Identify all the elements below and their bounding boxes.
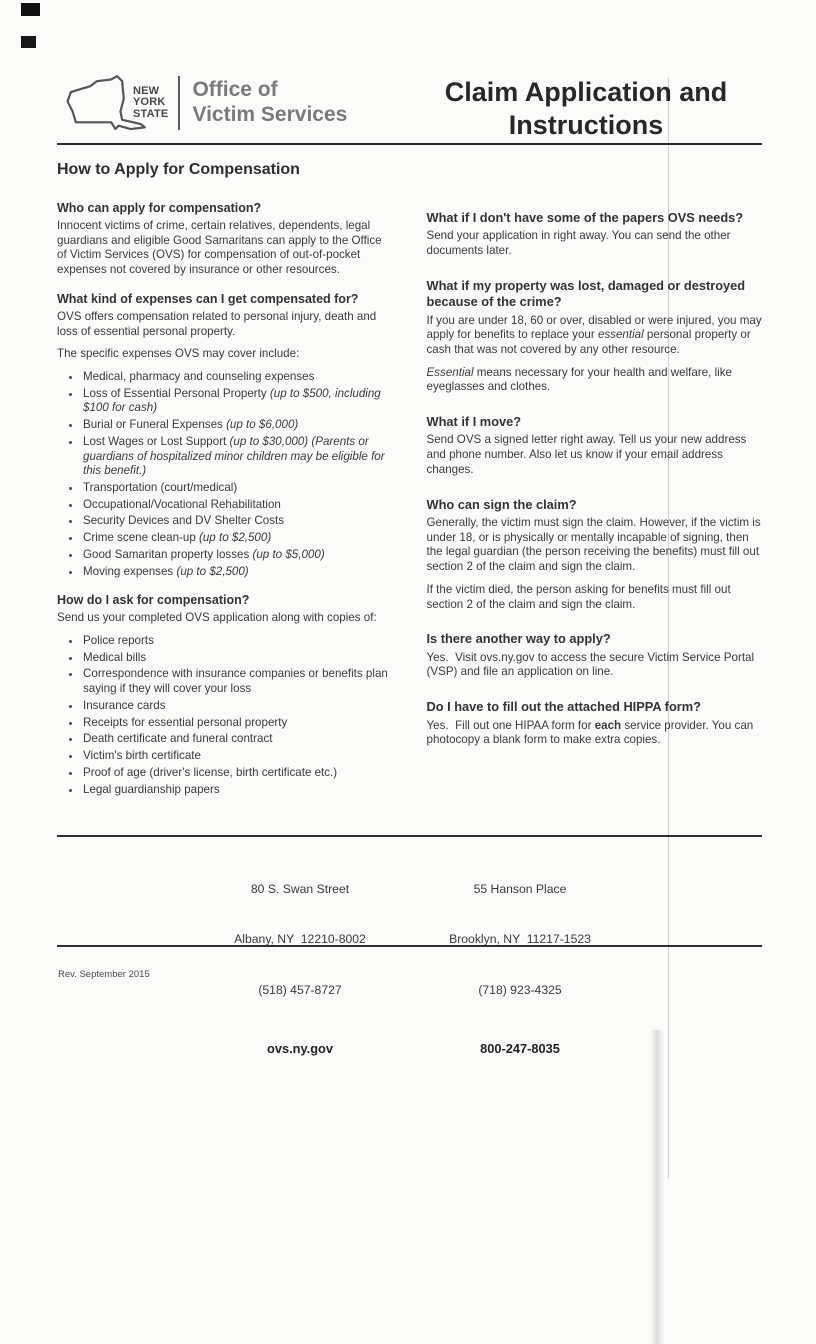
bullet-item xyxy=(81,498,393,513)
italic-text: (up to $30,000) (Parents or guardians of hospitalized minor children may be eligible for this benefit.) xyxy=(83,434,385,478)
text-run: Yes. Fill out one HIPAA form for xyxy=(426,718,595,732)
text-run: Good Samaritan property losses xyxy=(83,547,253,561)
document-title-line: Instructions xyxy=(508,110,664,141)
address-line: Brooklyn, NY 11217-1523 xyxy=(449,932,591,947)
section-heading: What kind of expenses can I get compensated for? xyxy=(57,291,359,306)
address-line: (718) 923-4325 xyxy=(478,982,562,997)
text-run: Death certificate and funeral contract xyxy=(83,732,273,746)
brooklyn-address xyxy=(380,847,660,1091)
logo-divider xyxy=(178,76,180,130)
bullet-item xyxy=(81,565,393,580)
text-run: Burial or Funeral Expenses xyxy=(83,418,227,432)
section-heading: What if I move? xyxy=(426,414,522,430)
bullet-item xyxy=(81,531,393,546)
text-run: service provider. You can photocopy a blank form to make extra copies. xyxy=(426,718,757,747)
text-run: Transportation (court/medical) xyxy=(83,481,238,494)
revision-note: Rev. September 2015 xyxy=(58,968,150,980)
text-run: Crime scene clean-up xyxy=(83,531,199,545)
paragraph xyxy=(427,229,763,258)
header-divider-rule xyxy=(57,143,762,145)
bullet-item xyxy=(81,651,393,666)
text-run: OVS offers compensation related to personal injury, death and loss of essential personal property. xyxy=(57,309,380,338)
section-heading: Who can sign the claim? xyxy=(426,496,577,512)
text-run: Insurance cards xyxy=(83,698,166,712)
section-heading: How do I ask for compensation? xyxy=(57,593,250,608)
bullet-item xyxy=(81,387,393,416)
nys-ovs-logo xyxy=(65,72,347,134)
paragraph xyxy=(427,366,763,395)
paragraph xyxy=(427,719,763,748)
text-run: Legal guardianship papers xyxy=(83,782,220,796)
section-heading: Who can apply for compensation? xyxy=(57,200,262,215)
section-heading: What if my property was lost, damaged or destroyed because of the crime? xyxy=(426,277,746,310)
address-line: (518) 457-8727 xyxy=(258,982,342,997)
right-column xyxy=(427,187,763,835)
text-run: Lost Wages or Lost Support xyxy=(83,434,230,448)
address-line: Albany, NY 12210-8002 xyxy=(234,932,366,947)
text-run: If the victim died, the person asking for benefits must fill out section 2 of the claim and sign the claim. xyxy=(426,582,734,611)
text-run: Occupational/Vocational Rehabilitation xyxy=(83,497,281,511)
document-title xyxy=(416,76,756,143)
text-run: Send us your completed OVS application along with copies of: xyxy=(57,611,377,625)
page-heading: How to Apply for Compensation xyxy=(57,160,300,178)
website-url: ovs.ny.gov xyxy=(267,1041,333,1057)
paragraph xyxy=(427,314,763,358)
logo-state-text xyxy=(133,86,168,121)
text-run: personal property or cash that was not covered by any other resource. xyxy=(426,328,754,356)
text-run: Loss of Essential Personal Property xyxy=(83,386,270,400)
italic-text: (up to $500, including $100 for cash) xyxy=(83,386,381,415)
bullet-item xyxy=(81,435,393,479)
bullet-item xyxy=(81,481,393,496)
italic-text: Essential xyxy=(426,365,474,379)
text-run: Innocent victims of crime, certain relatives, dependents, legal guardians and eligible Good Samaritans can apply to the Office of Victim Services (OVS) for compensation of out-of-pocket expenses not covered by insurance or other resources. xyxy=(57,218,385,277)
address-line: 55 Hanson Place xyxy=(473,881,567,896)
text-run: Police reports xyxy=(83,634,154,648)
bullet-item xyxy=(81,749,393,764)
logo-state-line: NEW xyxy=(133,84,160,97)
bullet-item xyxy=(81,716,393,731)
bullet-list xyxy=(57,370,393,579)
two-column-body xyxy=(57,187,765,835)
document-header xyxy=(57,0,762,143)
text-run: Moving expenses xyxy=(83,564,177,578)
bold-text: each xyxy=(594,718,622,732)
agency-name-line: Victim Services xyxy=(192,103,348,126)
text-run: Correspondence with insurance companies or benefits plan saying if they will cover your loss xyxy=(83,667,388,696)
text-run: Medical bills xyxy=(83,650,147,664)
document-title-line: Claim Application and xyxy=(444,77,728,107)
text-run: Receipts for essential personal property xyxy=(83,715,288,729)
address-line: 80 S. Swan Street xyxy=(250,881,350,896)
text-run: means necessary for your health and welfare, like eyeglasses and clothes. xyxy=(426,365,736,394)
italic-text: essential xyxy=(597,328,644,342)
paragraph xyxy=(57,219,393,278)
text-run: Generally, the victim must sign the claim. However, if the victim is under 18, or is physically or mentally incapable of signing, then the legal guardian (the person receiving the benefits) must fill out section 2 of the claim and sign the claim. xyxy=(426,516,764,574)
italic-text: (up to $2,500) xyxy=(176,564,249,578)
agency-name-line: Office of xyxy=(192,78,278,102)
toll-free-phone: 800-247-8035 xyxy=(480,1041,560,1057)
section-heading: Is there another way to apply? xyxy=(426,631,611,647)
paragraph xyxy=(57,347,393,362)
paragraph xyxy=(57,611,393,626)
text-run: Medical, pharmacy and counseling expenses xyxy=(83,369,315,383)
section-heading: Do I have to fill out the attached HIPPA form? xyxy=(426,699,701,715)
bullet-item xyxy=(81,548,393,563)
paragraph xyxy=(427,433,763,477)
bullet-item xyxy=(81,783,393,798)
paragraph xyxy=(427,651,763,680)
bullet-item xyxy=(81,667,393,696)
logo-state-line: YORK xyxy=(133,96,166,109)
bullet-list xyxy=(57,634,393,797)
italic-text: (up to $2,500) xyxy=(199,531,272,545)
bullet-item xyxy=(81,766,393,781)
agency-name xyxy=(192,78,347,128)
italic-text: (up to $6,000) xyxy=(226,418,299,432)
section-heading: What if I don't have some of the papers OVS needs? xyxy=(426,209,744,225)
left-column xyxy=(57,187,393,835)
bullet-item xyxy=(81,699,393,714)
text-run: Proof of age (driver's license, birth certificate etc.) xyxy=(83,765,338,779)
text-run: Security Devices and DV Shelter Costs xyxy=(83,514,285,528)
paragraph xyxy=(57,310,393,339)
logo-state-line: STATE xyxy=(133,107,169,120)
text-run: Victim's birth certificate xyxy=(83,749,201,763)
text-run: Send OVS a signed letter right away. Tell us your new address and phone number. Also let us know if your email address changes. xyxy=(426,433,750,476)
bullet-item xyxy=(81,418,393,433)
paragraph xyxy=(427,516,763,575)
text-run: If you are under 18, 60 or over, disabled or were injured, you may apply for benefits to replace your xyxy=(426,313,765,342)
bullet-item xyxy=(81,732,393,747)
bullet-item xyxy=(81,634,393,649)
text-run: Yes. Visit ovs.ny.gov to access the secure Victim Service Portal (VSP) and file an application on line. xyxy=(426,650,758,679)
text-run: The specific expenses OVS may cover include: xyxy=(57,347,300,361)
text-run: Send your application in right away. You can send the other documents later. xyxy=(426,229,734,258)
paragraph xyxy=(427,583,763,612)
italic-text: (up to $5,000) xyxy=(252,547,325,561)
bullet-item xyxy=(81,514,393,529)
bullet-item xyxy=(81,370,393,385)
